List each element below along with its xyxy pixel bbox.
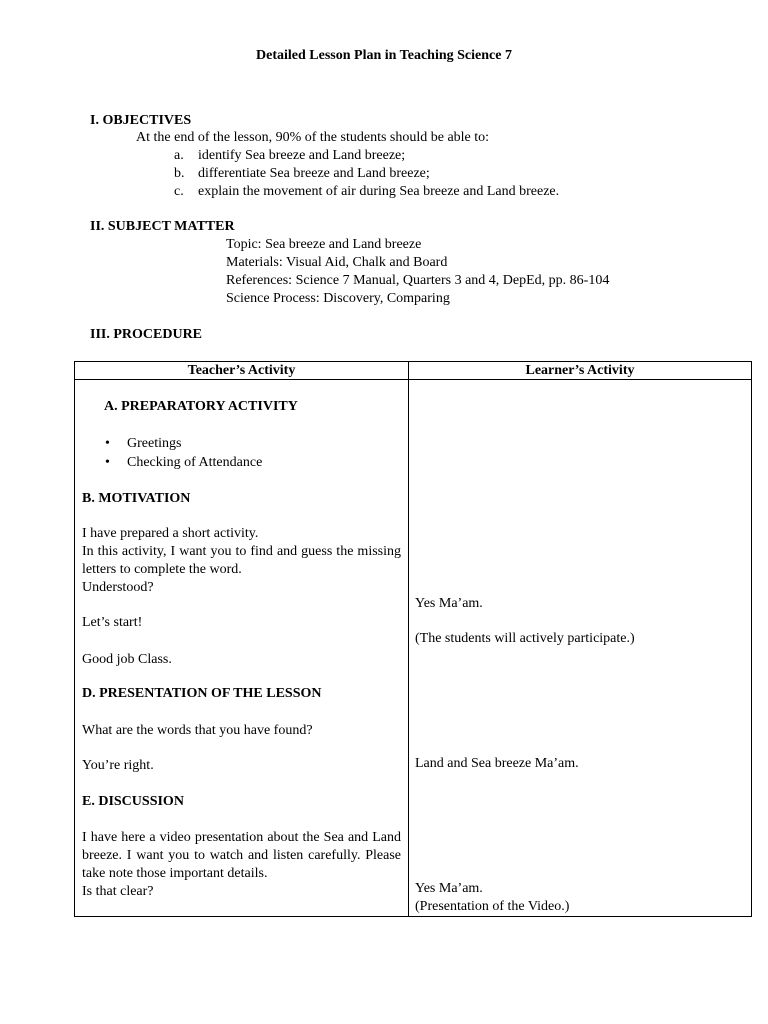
learner-participate: (The students will actively participate.) bbox=[415, 631, 635, 646]
objective-item-a: identify Sea breeze and Land breeze; bbox=[198, 148, 406, 163]
motivation-start: Let’s start! bbox=[82, 615, 143, 630]
bullet-attendance: • Checking of Attendance bbox=[127, 454, 262, 472]
objective-marker-b: b. bbox=[174, 166, 185, 181]
subject-process: Science Process: Discovery, Comparing bbox=[226, 291, 450, 306]
objective-item-b: differentiate Sea breeze and Land breeze; bbox=[198, 166, 430, 181]
table-column-divider bbox=[408, 361, 409, 917]
column-header-teacher: Teacher’s Activity bbox=[187, 363, 296, 378]
discussion-heading: E. DISCUSSION bbox=[82, 794, 184, 809]
objective-marker-c: c. bbox=[174, 184, 184, 199]
motivation-line1: I have prepared a short activity. bbox=[82, 526, 259, 541]
motivation-understood: Understood? bbox=[82, 580, 154, 595]
subject-topic: Topic: Sea breeze and Land breeze bbox=[226, 237, 422, 252]
subject-references: References: Science 7 Manual, Quarters 3 and 4, DepEd, pp. 86-104 bbox=[226, 273, 610, 288]
discussion-paragraph: I have here a video presentation about the Sea and Land breeze. I want you to watch and listen carefully. Please take note those important details. bbox=[82, 830, 401, 881]
procedure-heading: III. PROCEDURE bbox=[90, 327, 203, 342]
motivation-good-job: Good job Class. bbox=[82, 652, 172, 667]
objectives-heading: I. OBJECTIVES bbox=[90, 113, 192, 128]
column-header-learner: Learner’s Activity bbox=[525, 363, 635, 378]
subject-materials: Materials: Visual Aid, Chalk and Board bbox=[226, 255, 448, 270]
objective-item-c: explain the movement of air during Sea breeze and Land breeze. bbox=[198, 184, 560, 199]
learner-video: (Presentation of the Video.) bbox=[415, 899, 570, 914]
learner-yes-1: Yes Ma’am. bbox=[415, 596, 483, 611]
presentation-heading: D. PRESENTATION OF THE LESSON bbox=[82, 686, 322, 701]
presentation-question: What are the words that you have found? bbox=[82, 723, 313, 738]
document-title: Detailed Lesson Plan in Teaching Science 7 bbox=[256, 48, 512, 63]
learner-yes-2: Yes Ma’am. bbox=[415, 881, 483, 896]
preparatory-heading: A. PREPARATORY ACTIVITY bbox=[104, 399, 298, 414]
discussion-clear: Is that clear? bbox=[82, 884, 154, 899]
objectives-intro: At the end of the lesson, 90% of the students should be able to: bbox=[136, 130, 490, 145]
subject-matter-heading: II. SUBJECT MATTER bbox=[90, 219, 235, 234]
objective-marker-a: a. bbox=[174, 148, 184, 163]
motivation-paragraph: In this activity, I want you to find and guess the missing letters to complete the word. bbox=[82, 544, 401, 577]
motivation-heading: B. MOTIVATION bbox=[82, 491, 191, 506]
table-header-divider bbox=[74, 379, 752, 380]
bullet-greetings: • Greetings bbox=[127, 435, 181, 453]
presentation-right: You’re right. bbox=[82, 758, 154, 773]
learner-land-sea: Land and Sea breeze Ma’am. bbox=[415, 756, 579, 771]
